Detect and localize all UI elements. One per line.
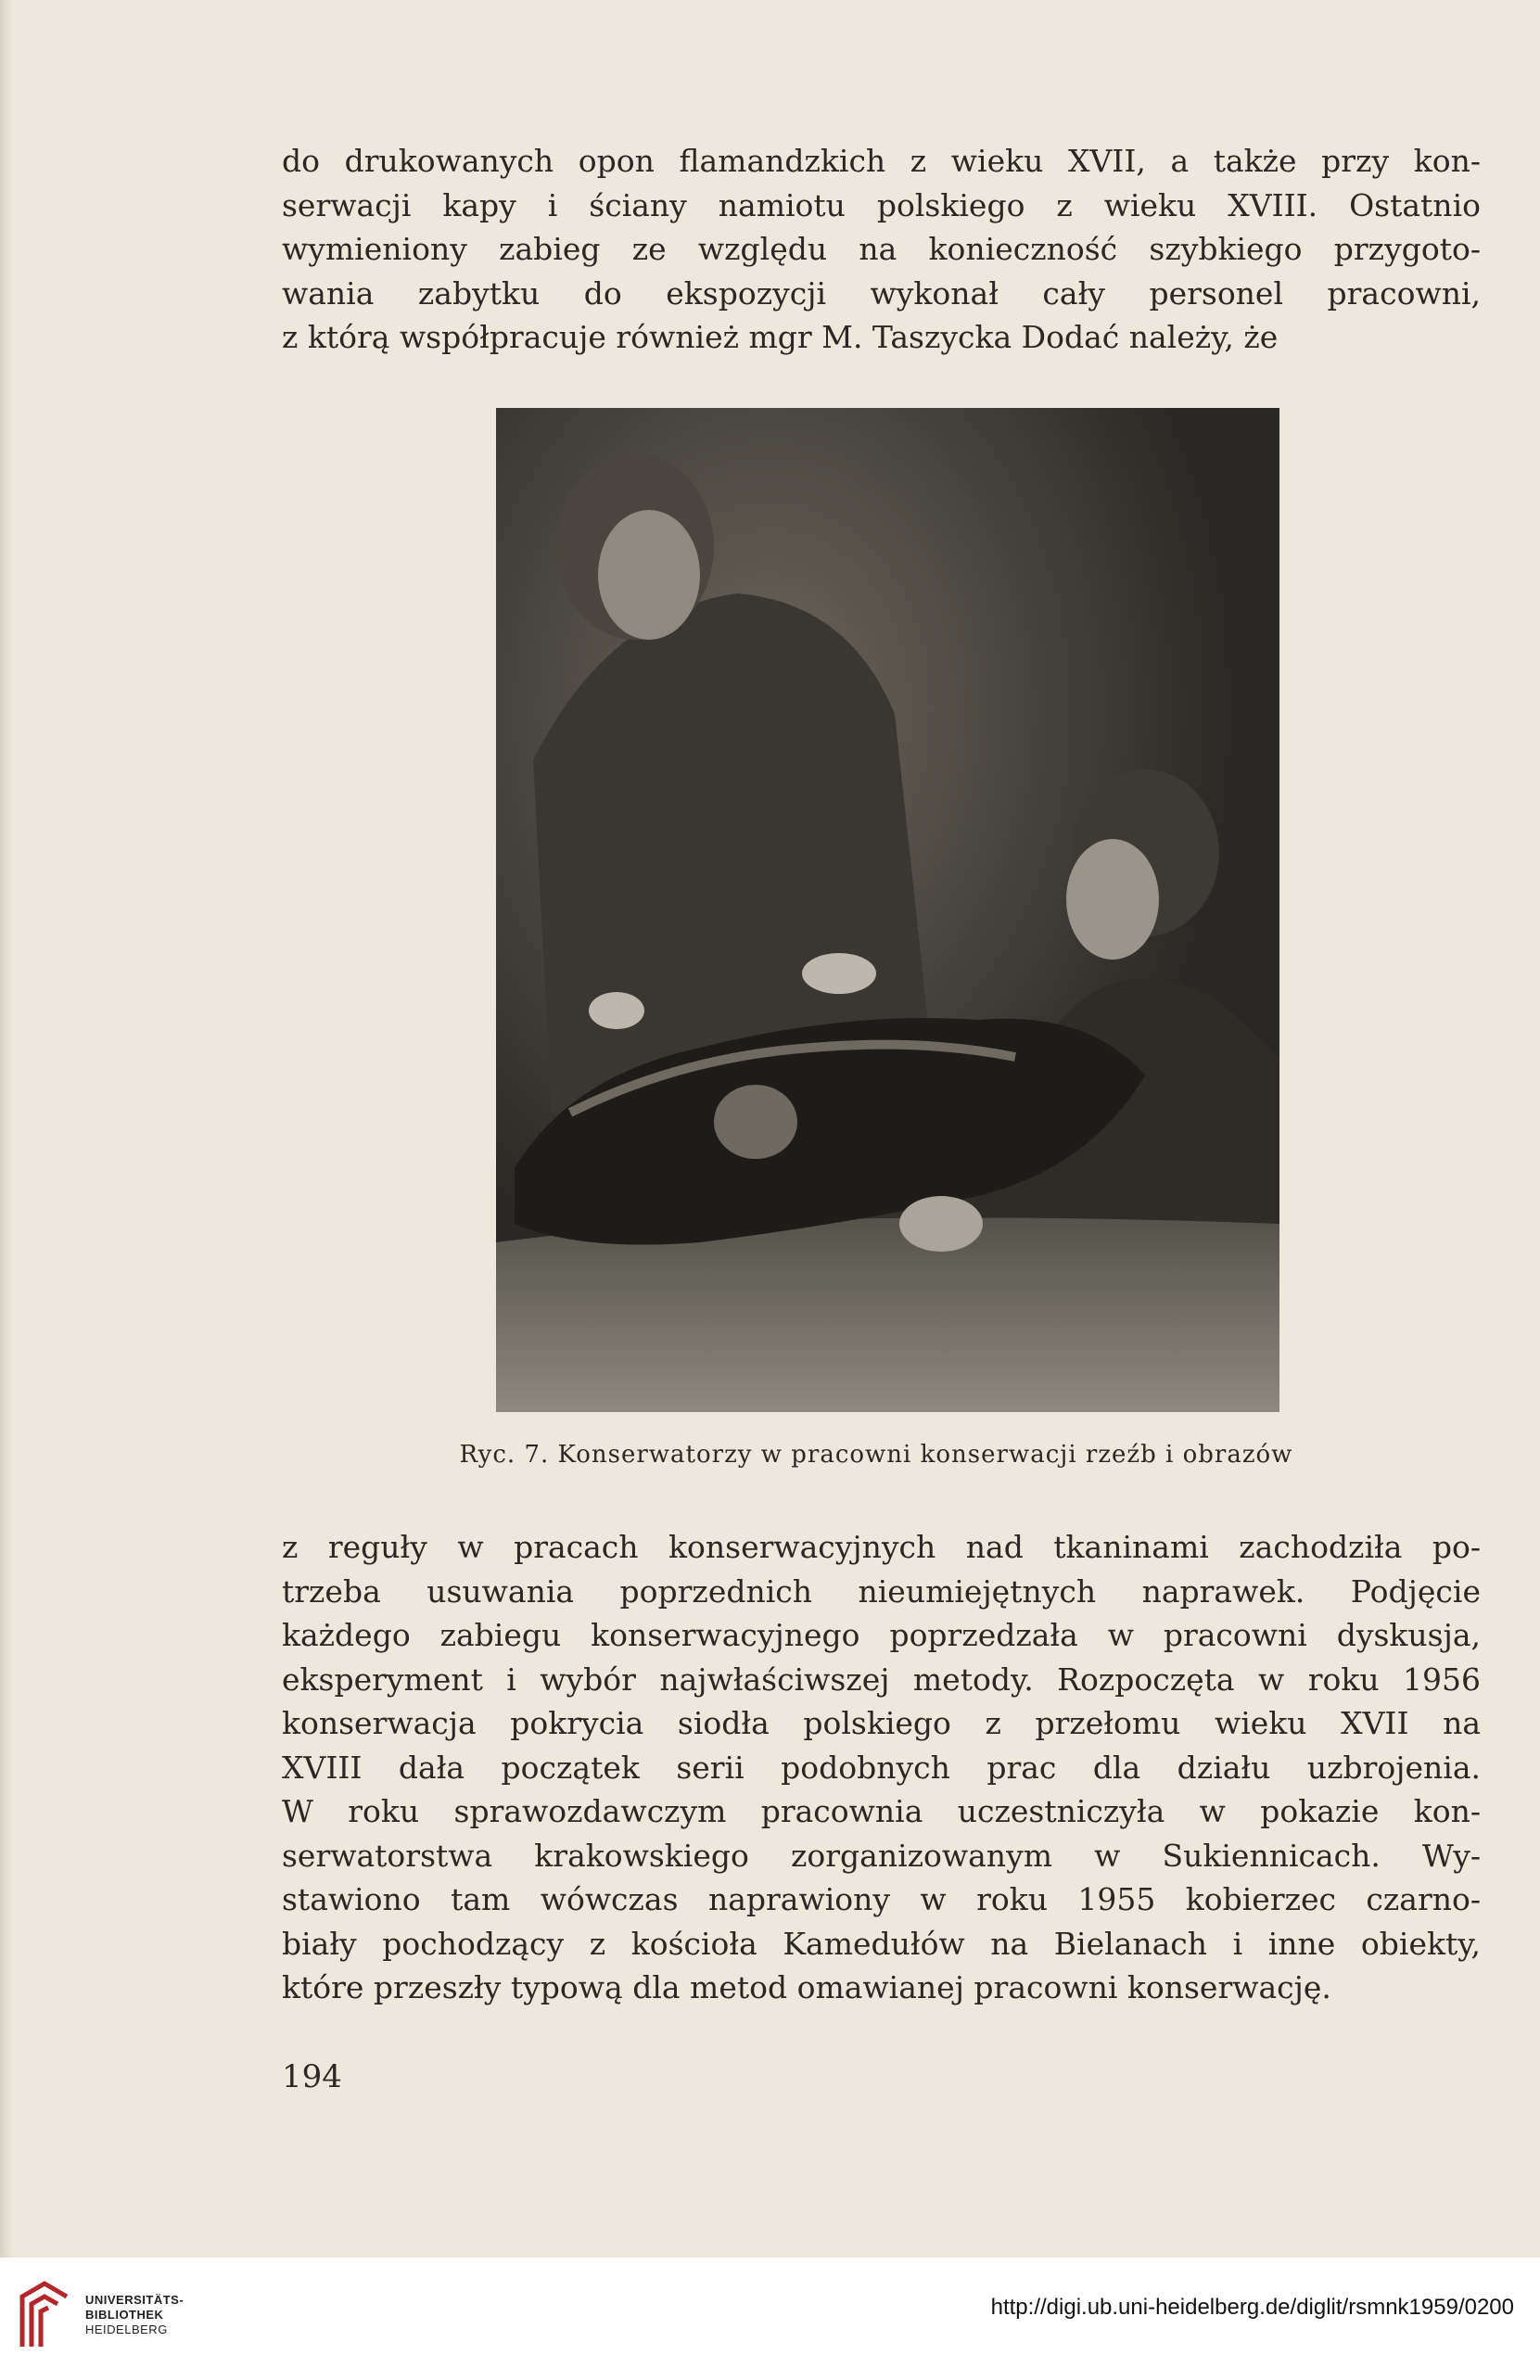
paragraph-bottom-line: konserwacja pokrycia siodła polskiego z przełomu wieku XVII na <box>282 1705 1481 1741</box>
figure-photo <box>496 408 1279 1412</box>
page-number: 194 <box>282 2058 342 2095</box>
paragraph-bottom <box>282 1525 1481 2010</box>
paragraph-bottom-line: biały pochodzący z kościoła Kamedułów na Bielanach i inne obiekty, <box>282 1925 1481 1962</box>
paragraph-top-line: serwacji kapy i ściany namiotu polskiego z wieku XVIII. Ostatnio <box>282 186 1481 223</box>
paragraph-bottom-line: trzeba usuwania poprzednich nieumiejętnych naprawek. Podjęcie <box>282 1572 1481 1610</box>
paragraph-bottom-line: z reguły w pracach konserwacyjnych nad tkaninami zachodziła po- <box>282 1529 1481 1565</box>
source-url-link[interactable]: http://digi.ub.uni-heidelberg.de/diglit/rsmnk1959/0200 <box>990 2295 1514 2320</box>
paragraph-bottom-line: XVIII dała początek serii podobnych prac dla działu uzbrojenia. <box>282 1749 1481 1786</box>
library-name-line3: HEIDELBERG <box>85 2323 168 2336</box>
paragraph-bottom-line: eksperyment i wybór najwłaściwszej metody. Rozpoczęta w roku 1956 <box>282 1661 1481 1698</box>
paragraph-top-line: do drukowanych opon flamandzkich z wieku XVII, a także przy kon- <box>282 143 1481 179</box>
paragraph-top-line: wania zabytku do ekspozycji wykonał cały personel pracowni, <box>282 274 1481 312</box>
paragraph-top <box>282 139 1481 360</box>
library-name <box>85 2293 184 2337</box>
digitization-footer <box>0 2258 1540 2380</box>
library-name-line2: BIBLIOTHEK <box>85 2308 164 2322</box>
library-logo-icon <box>17 2278 72 2352</box>
figure-caption: Ryc. 7. Konserwatorzy w pracowni konserwacji rzeźb i obrazów <box>459 1441 1293 1469</box>
library-name-line1: UNIVERSITÄTS- <box>85 2293 185 2307</box>
page-edge-shadow <box>0 0 13 2258</box>
paragraph-bottom-line: stawiono tam wówczas naprawiony w roku 1955 kobierzec czarno- <box>282 1881 1481 1917</box>
paragraph-top-line: z którą współpracuje również mgr M. Taszycka Dodać należy, że <box>282 319 1279 355</box>
paragraph-bottom-line: serwatorstwa krakowskiego zorganizowanym w Sukiennicach. Wy- <box>282 1837 1481 1874</box>
paragraph-top-line: wymieniony zabieg ze względu na konieczność szybkiego przygoto- <box>282 231 1481 267</box>
paragraph-bottom-line: W roku sprawozdawczym pracownia uczestniczyła w pokazie kon- <box>282 1793 1481 1829</box>
paragraph-bottom-line: każdego zabiegu konserwacyjnego poprzedzała w pracowni dyskusja, <box>282 1617 1481 1653</box>
paragraph-bottom-line: które przeszły typową dla metod omawianej pracowni konserwację. <box>282 1969 1331 2005</box>
